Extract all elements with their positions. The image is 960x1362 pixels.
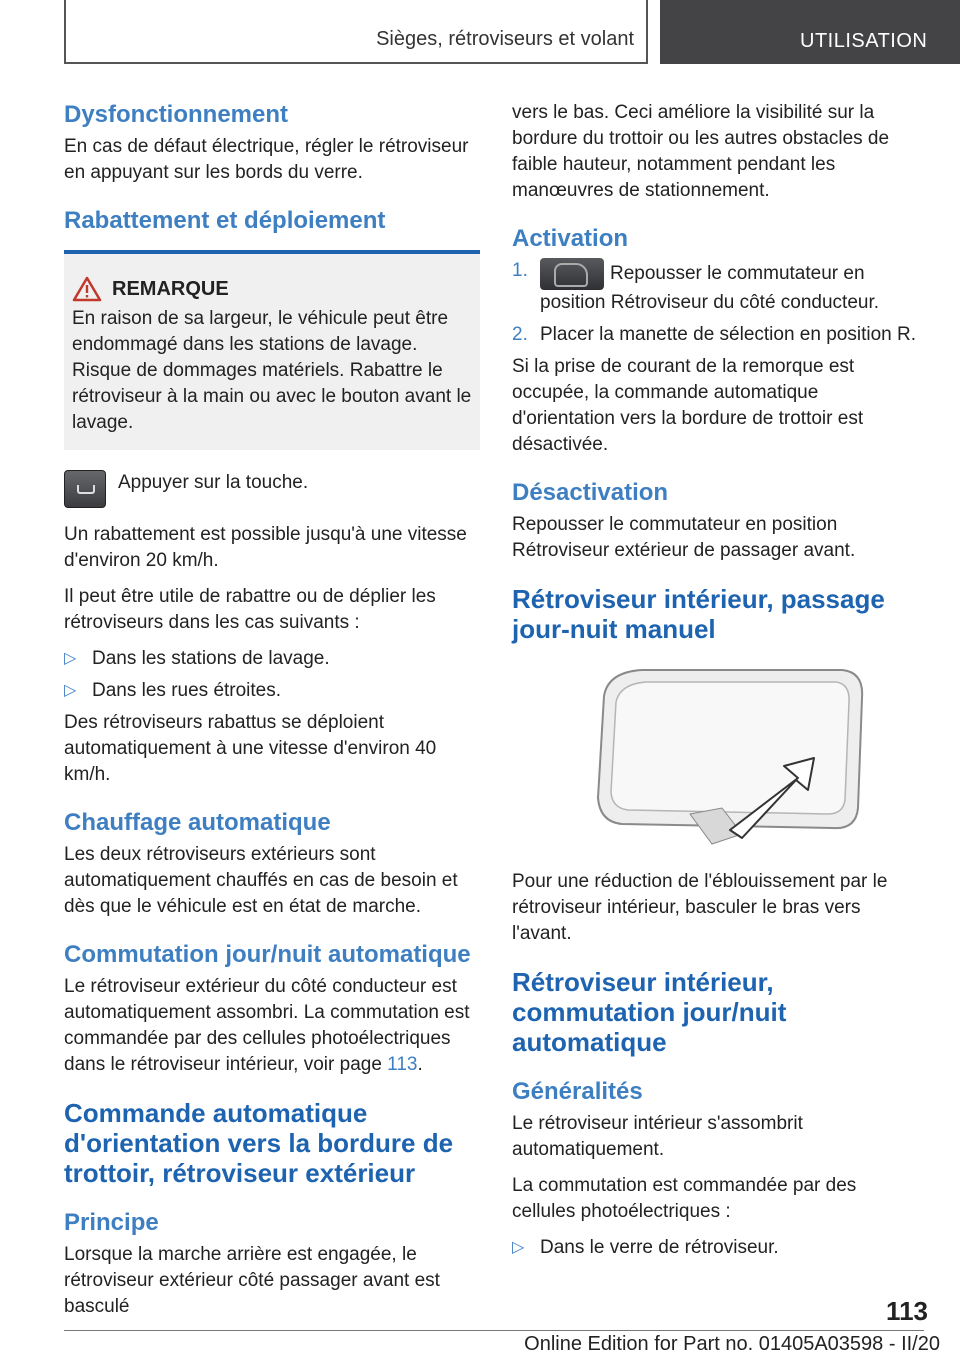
text-commutation: Le rétroviseur extérieur du côté conducteur est automatiquement assombri. La commutation est commandée par des cellules photoélectriques dans le rétroviseur intérieur, voir page 113.	[64, 976, 470, 1075]
text-principe: Lorsque la marche arrière est engagée, le rétroviseur extérieur côté passager avant est basculé	[64, 1244, 440, 1317]
page-number: 113	[886, 1296, 928, 1326]
text-auto-deploy: Des rétroviseurs rabattus se déploient automatiquement à une vitesse d'environ 40 km/h.	[64, 712, 437, 785]
heading-desactivation: Désactivation	[512, 479, 669, 506]
list-item: 2. Placer la manette de sélection en position R.	[512, 324, 916, 345]
notice-title: REMARQUE	[112, 277, 229, 300]
mirror-switch-icon	[540, 258, 604, 290]
header-chapter-title: UTILISATION	[800, 30, 928, 52]
page-reference-link[interactable]: 113	[387, 1054, 418, 1075]
rearview-mirror-illustration	[512, 658, 924, 848]
text-dysfonctionnement: En cas de défaut électrique, régler le rétroviseur en appuyant sur les bords du verre.	[64, 136, 469, 183]
text-remorque: Si la prise de courant de la remorque est occupée, la commande automatique d'orientation vers la bordure de trottoir est désactivée.	[512, 356, 864, 455]
button-instruction	[64, 470, 480, 508]
text-useful-cases: Il peut être utile de rabattre ou de déplier les rétroviseurs dans les cas suivants :	[64, 586, 436, 633]
text-speed-limit: Un rabattement est possible jusqu'à une vitesse d'environ 20 km/h.	[64, 524, 467, 571]
list-item: ▷ Dans les stations de lavage.	[64, 646, 480, 672]
warning-icon	[72, 276, 102, 302]
text-desactivation: Repousser le commutateur en position Rétroviseur extérieur de passager avant.	[512, 514, 856, 561]
heading-commutation: Commutation jour/nuit automatique	[64, 941, 471, 968]
triangle-bullet-icon: ▷	[64, 682, 77, 699]
header-chapter-box	[660, 0, 960, 64]
text-press-button: Appuyer sur la touche.	[118, 472, 309, 493]
heading-interieur-manuel: Rétroviseur intérieur, passage jour-nuit manuel	[512, 584, 885, 644]
text-continuation: vers le bas. Ceci améliore la visibilité sur la bordure du trottoir ou les autres obstacles de faible hauteur, notamment pendant les manœuvres de stationnement.	[512, 102, 890, 201]
right-column	[512, 100, 924, 1267]
header-section-box	[64, 0, 648, 64]
triangle-bullet-icon: ▷	[512, 1239, 525, 1256]
left-column	[64, 100, 480, 1330]
fold-mirror-button-icon	[64, 470, 106, 508]
heading-interieur-auto: Rétroviseur intérieur, commutation jour/nuit automatique	[512, 967, 787, 1057]
text-chauffage: Les deux rétroviseurs extérieurs sont automatiquement chauffés en cas de besoin et dès que le véhicule est en état de marche.	[64, 844, 458, 917]
notice-header	[72, 276, 472, 302]
edition-info: Online Edition for Part no. 01405A03598 - II/20	[524, 1333, 940, 1355]
text-eblouissement: Pour une réduction de l'éblouissement par le rétroviseur intérieur, basculer le bras vers l'avant.	[512, 871, 888, 944]
list-item: ▷ Dans les rues étroites.	[64, 678, 480, 704]
text-generalites-1: Le rétroviseur intérieur s'assombrit automatiquement.	[512, 1113, 803, 1160]
heading-generalites: Généralités	[512, 1078, 643, 1105]
heading-commande-auto: Commande automatique d'orientation vers la bordure de trottoir, rétroviseur extérieur	[64, 1098, 454, 1188]
triangle-bullet-icon: ▷	[64, 650, 77, 667]
heading-rabattement: Rabattement et déploiement	[64, 207, 386, 234]
heading-principe: Principe	[64, 1209, 159, 1236]
header-section-title: Sièges, rétroviseurs et volant	[376, 28, 634, 50]
heading-chauffage: Chauffage automatique	[64, 809, 331, 836]
heading-dysfonctionnement: Dysfonctionnement	[64, 101, 289, 128]
text-generalites-2: La commutation est commandée par des cellules photoélectriques :	[512, 1175, 857, 1222]
list-item: ▷ Dans le verre de rétroviseur.	[512, 1235, 924, 1261]
notice-box	[64, 250, 480, 450]
list-item: 1. Repousser le commutateur en position Rétroviseur du côté conducteur.	[512, 260, 880, 313]
footer-divider	[64, 1330, 924, 1331]
heading-activation: Activation	[512, 225, 629, 252]
notice-text: En raison de sa largeur, le véhicule peut être endommagé dans les stations de lavage. Risque de dommages matériels. Rabattre le rétroviseur à la main ou avec le bouton avant le lavage.	[72, 308, 472, 433]
